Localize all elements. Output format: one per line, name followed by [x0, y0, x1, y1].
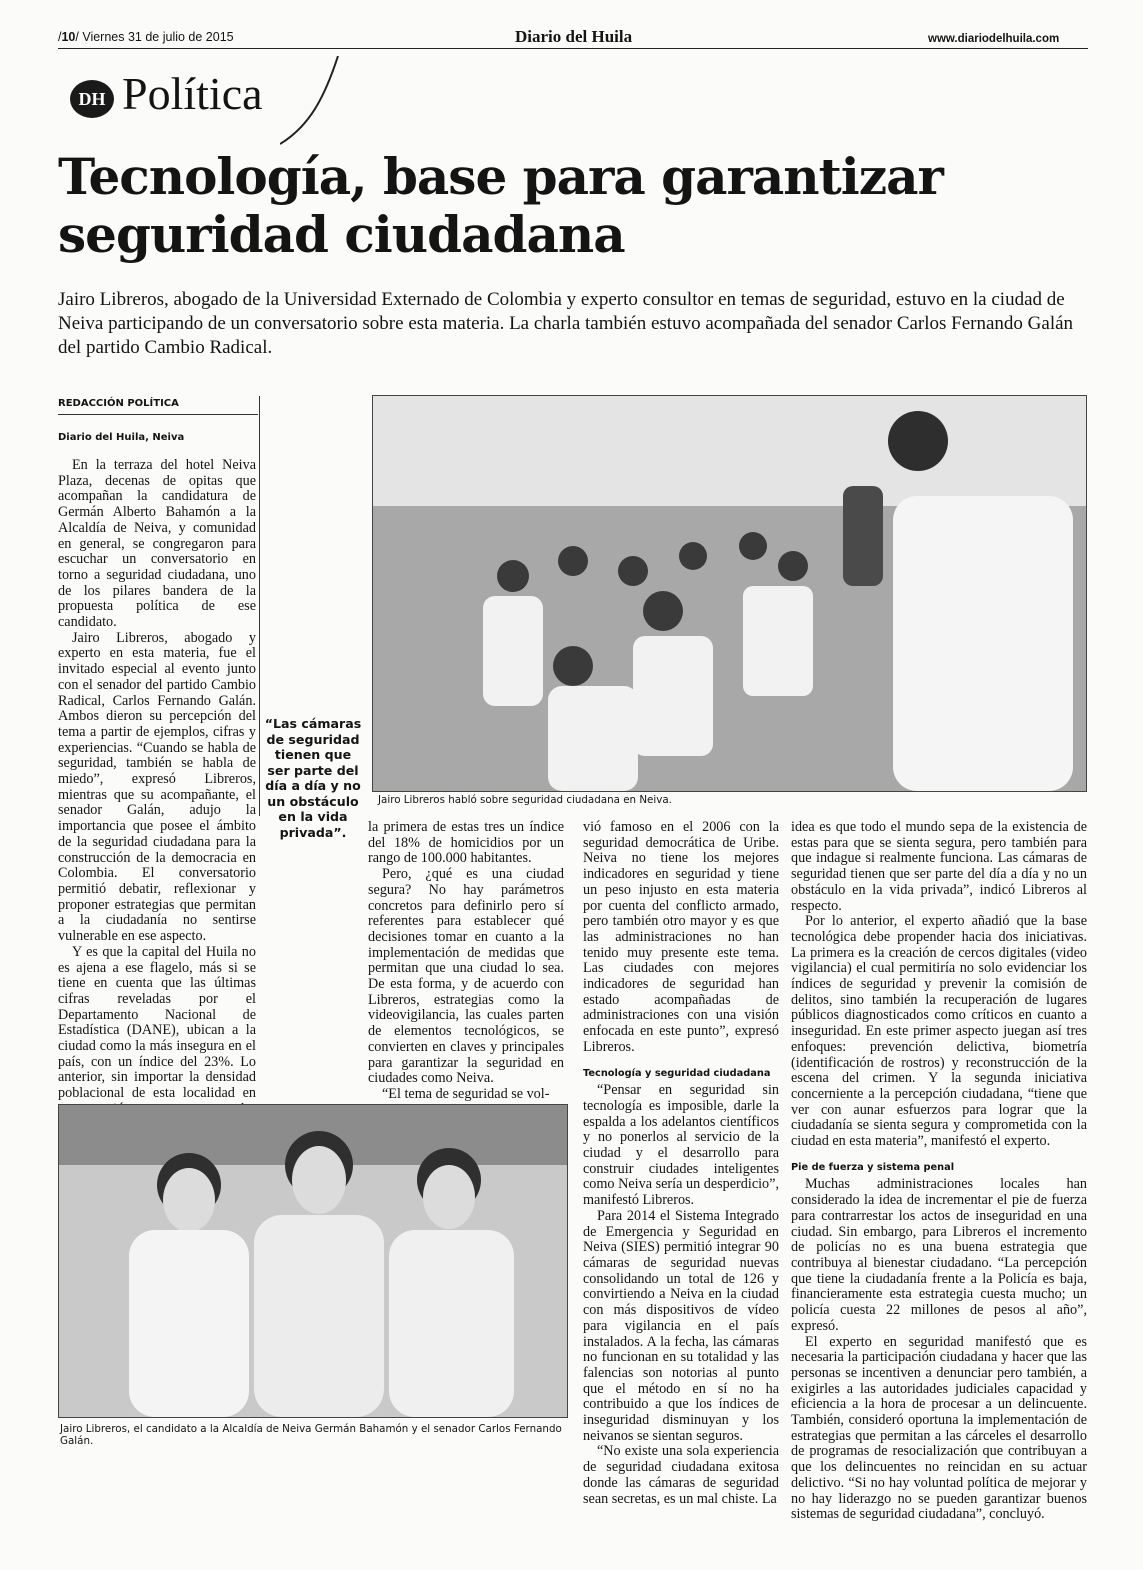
event-photo-illustration	[373, 396, 1086, 791]
paragraph: Jairo Libreros, abogado y experto en esta materia, fue el invitado especial al evento junto con el senador del partido Cambio Radical, Carlos Fernando Galán. Ambos dieron su percepción del tema a partir de ejemplos, cifras y experiencias. “Cuando se habla de seguridad, también se habla de miedo”, expresó Libreros, mientras que su acompañante, el senador Galán, adujo la importancia que posee el ámbito de la seguridad ciudadana para la construcción de la democracia en Colombia. El conversatorio permitió debatir, reflexionar y proponer estrategias que permitan a la ciudadanía no sentirse vulnerable en ese aspecto.	[58, 629, 256, 945]
byline-place: Diario del Huila, Neiva	[58, 432, 185, 443]
paragraph: “No existe una sola experiencia de seguridad ciudadana exitosa donde las cámaras de seguridad sean secretas, es un mal chiste. La	[583, 1443, 779, 1507]
column-1	[58, 458, 256, 1149]
column-4	[791, 820, 1087, 1523]
issue-date: Viernes 31 de julio de 2015	[82, 30, 234, 44]
paragraph: Pero, ¿qué es una ciudad segura? No hay parámetros concretos para definirlo pero sí referentes para establecer qué decisiones tomar en cuanto a la implementación de medidas que permitan que una ciudad lo sea. De esta forma, y de acuerdo con Libreros, estrategias como la videovigilancia, las cuales parten de elementos tecnológicos, se convierten en claves y principales para garantizar la seguridad en ciudades como Neiva.	[368, 866, 564, 1087]
page-date-line: /10/ Viernes 31 de julio de 2015	[58, 30, 234, 44]
subhead-pie-de-fuerza: Pie de fuerza y sistema penal	[791, 1161, 955, 1173]
photo-1-caption: Jairo Libreros habló sobre seguridad ciudadana en Neiva.	[378, 794, 672, 806]
paragraph: Por lo anterior, el experto añadió que la base tecnológica debe propender hacia dos iniciativas. La primera es la creación de cercos digitales (video vigilancia) el cual permitiría no solo evidenciar los índices de seguridad y prevenir la comisión de delitos, sino también la recuperación de lugares públicos diagnosticados como críticos en cuanto a inseguridad. En este primer aspecto juegan así tres enfoques: prevención delictiva, biometría (identificación de rostros) y reconstrucción de la escena del crimen. Y la segunda iniciativa concerniente a la percepción ciudadana, “tiene que ver con aunar esfuerzos para lograr que la ciudadanía se sienta segura y comprometida con la ciudad en esta materia”, manifestó el experto.	[791, 913, 1087, 1150]
byline-rule	[58, 414, 258, 415]
newspaper-url: www.diariodelhuila.com	[928, 33, 1060, 45]
newspaper-name: Diario del Huila	[515, 27, 633, 46]
paragraph: idea es que todo el mundo sepa de la existencia de estas para que se sienta segura, pero también para que indague si realmente funciona. Las cámaras de seguridad tienen que ser parte del día a día y no un obstáculo en la vida privada”, indicó Libreros al respecto.	[791, 819, 1087, 914]
dh-logo: DH	[70, 80, 114, 118]
paragraph: El experto en seguridad manifestó que es necesaria la participación ciudadana y hacer que las personas se incentiven a denunciar pero también, a exigirles a las autoridades judiciales capacidad y eficiencia a la hora de procesar a un delincuente. También, consideró oportuna la implementación de estrategias que permitan a las cárceles el desarrollo de programas de resocialización que contribuyan a que los delincuentes no reincidan en su actuar delictivo. “Si no hay voluntad política de mejorar y no hay liderazgo no se pueden garantizar buenos sistemas de seguridad ciudadana”, concluyó.	[791, 1333, 1087, 1523]
header-rule	[58, 48, 1088, 49]
paragraph: Para 2014 el Sistema Integrado de Emergencia y Seguridad en Neiva (SIES) permitió integrar 90 cámaras de seguridad nuevas consolidando un total de 126 y convirtiendo a Neiva en la ciudad con más dispositivos de vídeo para vigilancia en el país instalados. A la fecha, las cámaras no funcionan en su totalidad y las falencias son notorias al punto que el método en sí no ha contribuido a que los índices de inseguridad disminuyan y los neivanos se sientan seguros.	[583, 1207, 779, 1444]
group-photo	[58, 1104, 568, 1418]
group-photo-illustration	[59, 1105, 567, 1417]
paragraph: “El tema de seguridad se vol-	[382, 1085, 550, 1102]
pull-quote: “Las cámaras de seguridad tienen que ser parte del día a día y no un obstáculo en la vida privada”.	[264, 716, 362, 840]
section-swoosh-icon	[280, 56, 340, 146]
byline-author: REDACCIÓN POLÍTICA	[58, 398, 179, 409]
paragraph: vió famoso en el 2006 con la seguridad democrática de Uribe. Neiva no tiene los mejores indicadores en seguridad y tiene un peso injusto en esta materia por cuenta del conflicto armado, pero también otro mayor y es que las administraciones no han tenido muy presente este tema. Las ciudades con mejores indicadores de seguridad han estado acompañadas de administraciones con una visión enfocada en este punto”, expresó Libreros.	[583, 819, 779, 1055]
paragraph: “Pensar en seguridad sin tecnología es imposible, darle la espalda a los adelantos científicos y no ponerlos al servicio de la ciudad y el desarrollo para construir ciudades inteligentes como Neiva sería un desperdicio”, manifestó Libreros.	[583, 1082, 779, 1209]
photo-2-caption: Jairo Libreros, el candidato a la Alcaldía de Neiva Germán Bahamón y el senador Carlos Fernando Galán.	[60, 1423, 562, 1447]
paragraph: Muchas administraciones locales han considerado la idea de incrementar el pie de fuerza para contrarrestar los actos de inseguridad en una ciudad. Sin embargo, para Libreros el incremento de policías no es una buena estrategia que contribuya al bienestar ciudadano. “La percepción que tiene la ciudadanía frente a la Policía es baja, financieramente esta estrategia cuesta mucho; un policía cuesta 22 millones de pesos al año”, expresó.	[791, 1176, 1087, 1334]
event-photo	[372, 395, 1087, 792]
paragraph: Y es que la capital del Huila no es ajena a ese flagelo, más si se tiene en cuenta que las últimas cifras reveladas por el Departamento Nacional de Estadística (DANE), ubican a la ciudad como la más insegura en el país, con un índice del 23%. Lo anterior, sin importar la densidad poblacional de esta localidad en	[58, 943, 256, 1102]
subhead-tecnologia: Tecnología y seguridad ciudadana	[583, 1067, 771, 1079]
page-number: 10	[61, 30, 76, 44]
paragraph: la primera de estas tres un índice del 18% de homicidios por un rango de 100.000 habitantes.	[368, 819, 564, 867]
column-2	[368, 820, 564, 1103]
section-title: Política	[122, 68, 263, 119]
headline: Tecnología, base para garantizar seguridad ciudadana	[58, 147, 943, 264]
paragraph: En la terraza del hotel Neiva Plaza, decenas de opitas que acompañan la candidatura de Germán Alberto Bahamón a la Alcaldía de Neiva, y comunidad en general, se congregaron para escuchar un conversatorio en torno a seguridad ciudadana, uno de los pilares bandera de la propuesta política de ese candidato.	[58, 457, 256, 631]
lede: Jairo Libreros, abogado de la Universidad Externado de Colombia y experto consultor en temas de seguridad, estuvo en la ciudad de Neiva participando de un conversatorio sobre esta materia. La charla también estuvo acompañada del senador Carlos Fernando Galán del partido Cambio Radical.	[58, 289, 1074, 358]
column-3	[583, 820, 779, 1507]
column-rule	[259, 396, 260, 816]
